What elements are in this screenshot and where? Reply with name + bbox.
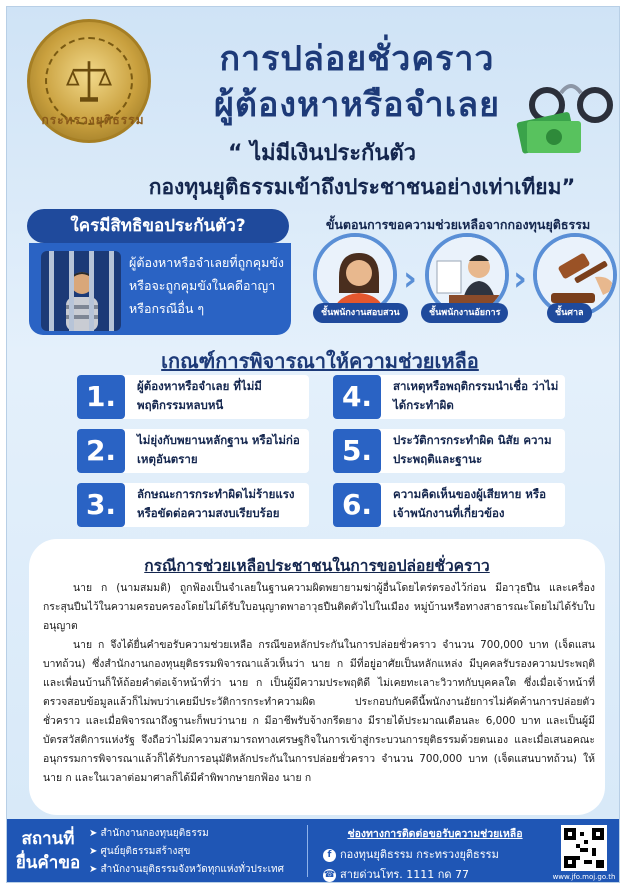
footer-place-item: ➤ สำนักงานยุติธรรมจังหวัดทุกแห่งทั่วประเทศ [89,864,284,875]
case-heading: กรณีการช่วยเหลือประชาชนในการขอปล่อยชั่วคราว [144,557,490,575]
criteria-number: 1. [77,375,125,419]
footer-place-list [89,825,309,879]
case-paragraph: นาย ก จึงได้ยื่นคำขอรับความช่วยเหลือ กรณีขอหลักประกันในการปล่อยชั่วคราว จำนวน 700,000 บาท (เจ็ดแสนบาทถ้วน) ซึ่งสำนักงานกองทุนยุติธรรมพิจารณาแล้วเห็นว่า นาย ก มีที่อยู่อาศัยเป็นหลักแหล่ง มีบุคคลรับรองความประพฤติ และเพื่อนบ้านก็ให้ถ้อยคำต่อเจ้าหน้าที่ว่า นาย ก เป็นผู้มีความประพฤติดี ไม่เคยทะเลาะวิวาทกับบุคคลใด ซึ่งเมื่อเจ้าหน้าที่ตรวจสอบข้อมูลแล้วก็ไม่พบว่าเคยมีประวัติการกระทำความผิด ประกอบกับคดีนี้พนักงานอัยการไม่คัดค้านการปล่อยตัวชั่วคราว และเมื่อพิจารณาถึงฐานะก็พบว่านาย ก มีอาชีพรับจ้างกรีดยาง มีรายได้ประมาณเดือนละ 6,000 บาท และเป็นผู้มีบัตรสวัสดิการแห่งรัฐ จึงถือว่าไม่มีความสามารถทางเศรษฐกิจในการเข้าสู่กระบวนการยุติธรรมด้วยตนเอง และเมื่อเสนอคณะอนุกรรมการพิจารณาแล้วก็ได้รับการอนุมัติหลักประกันในการปล่อยชั่วคราว จำนวน 700,000 บาท (เจ็ดแสนบาทถ้วน) ให้นาย ก และในเวลาต่อมาศาลก็ได้มีคำพิพากษายกฟ้อง นาย ก [43,639,595,784]
footer-place-line1: สถานที่ [21,829,75,849]
criteria-item [333,375,565,419]
eligibility-heading: ใครมีสิทธิขอประกันตัว? [27,209,289,243]
chevron-right-icon: › [403,259,418,299]
footer-facebook[interactable] [323,845,499,863]
criteria-number: 4. [333,375,381,419]
footer-contact-heading: ช่องทางการติดต่อขอรับความช่วยเหลือ [347,828,523,840]
prisoner-icon [41,251,121,331]
footer-phone[interactable] [323,865,469,883]
step-label-investigator: ชั้นพนักงานสอบสวน [313,303,408,323]
criteria-text: สาเหตุหรือพฤติกรรมนำเชื่อ ว่าไม่ได้กระทำผิด [393,379,559,412]
step-label-court: ชั้นศาล [547,303,592,323]
chevron-right-icon: › [513,259,528,299]
steps-heading: ขั้นตอนการขอความช่วยเหลือจากกองทุนยุติธรรม [325,217,591,232]
criteria-text: ผู้ต้องหาหรือจำเลย ที่ไม่มีพฤติกรรมหลบหนี [137,379,262,412]
criteria-text: ลักษณะการกระทำผิดไม่ร้ายแรง หรือขัดต่อความสงบเรียบร้อย [137,487,295,520]
phone-icon: ☎ [323,869,336,880]
eligibility-text: ผู้ต้องหาหรือจำเลยที่ถูกคุมขัง หรือจะถูกคุมขังในคดีอาญา หรือกรณีอื่น ๆ [129,255,284,316]
facebook-icon: f [323,849,336,862]
criteria-text: ไม่ยุ่งกับพยานหลักฐาน หรือไม่ก่อเหตุอันตราย [137,433,300,466]
footer-place-item: ➤ ศูนย์ยุติธรรมสร้างสุข [89,846,191,857]
criteria-text: ความคิดเห็นของผู้เสียหาย หรือเจ้าพนักงานที่เกี่ยวข้อง [393,487,546,520]
criteria-number: 3. [77,483,125,527]
criteria-number: 2. [77,429,125,473]
criteria-item [333,483,565,527]
criteria-number: 5. [333,429,381,473]
quote-line2: กองทุนยุติธรรมเข้าถึงประชาชนอย่างเท่าเทียม” [148,175,576,199]
title-line2: ผู้ต้องหาหรือจำเลย [213,85,500,125]
eligibility-box [29,243,291,335]
case-box [29,539,605,815]
qr-code-icon [561,825,607,871]
case-paragraph: นาย ก (นามสมมติ) ถูกฟ้องเป็นจำเลยในฐานความผิดพยายามฆ่าผู้อื่นโดยไตร่ตรองไว้ก่อน มีอาวุธปืน และเครื่องกระสุนปืนไว้ในความครอบครองโดยไม่ได้รับใบอนุญาตพาอาวุธปืนติดตัวไปในเมือง หมู่บ้านหรือทางสาธารณะโดยไม่ได้รับใบอนุญาต [43,582,595,632]
footer-url[interactable]: www.jfo.moj.go.th [552,873,616,881]
criteria-item [77,483,309,527]
step-label-prosecutor: ชั้นพนักงานอัยการ [421,303,508,323]
criteria-number: 6. [333,483,381,527]
footer [7,819,620,883]
criteria-item [77,429,309,473]
footer-place-heading [15,827,81,875]
criteria-item [77,375,309,419]
facebook-text: กองทุนยุติธรรม กระทรวงยุติธรรม [340,848,499,861]
criteria-text: ประวัติการกระทำผิด นิสัย ความประพฤติและฐานะ [393,433,552,466]
case-body [43,579,595,788]
poster [6,6,620,883]
quote-line1: “ ไม่มีเงินประกันตัว [227,141,417,166]
phone-text: สายด่วนโทร. 1111 กด 77 [340,868,470,881]
money-icon [515,103,585,157]
criteria-heading: เกณฑ์การพิจารณาให้ความช่วยเหลือ [161,349,479,373]
seal-text: กระทรวงยุติธรรม [41,113,145,127]
footer-place-line2: ยื่นคำขอ [15,853,81,873]
title-line1: การปล่อยชั่วคราว [219,39,495,79]
footer-place-item: ➤ สำนักงานกองทุนยุติธรรม [89,828,209,839]
footer-divider [307,825,308,877]
criteria-item [333,429,565,473]
